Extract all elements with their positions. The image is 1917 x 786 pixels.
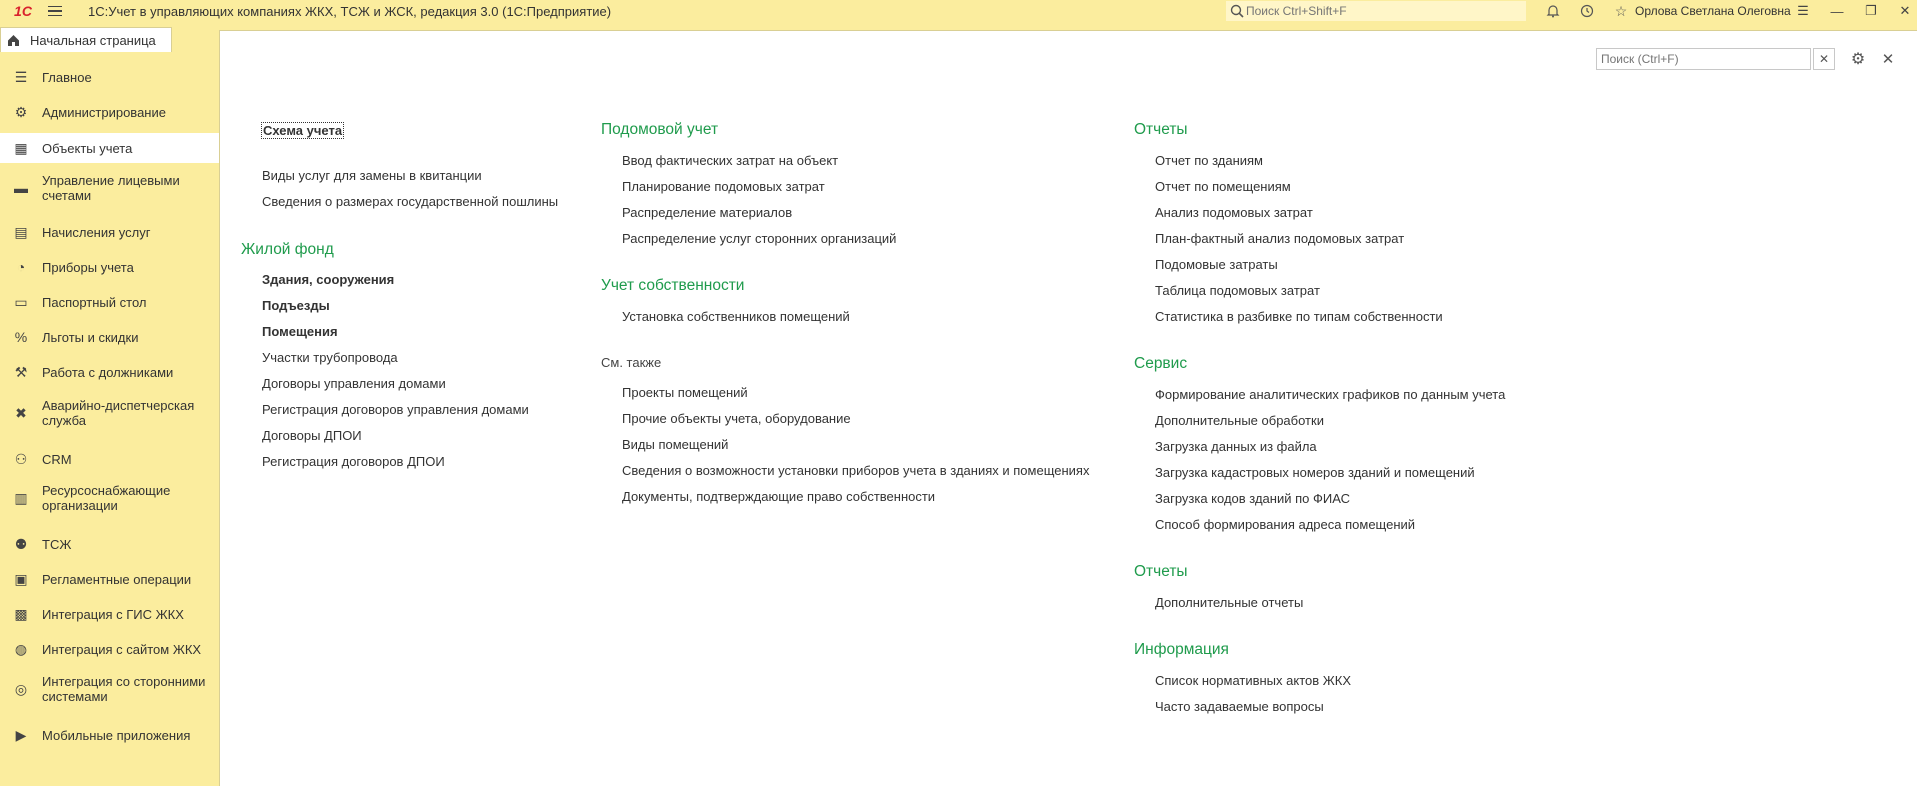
card-icon: ▬ [14, 180, 28, 196]
link-owners-setup[interactable]: Установка собственников помещений [622, 309, 850, 324]
link-address-method[interactable]: Способ формирования адреса помещений [1155, 517, 1416, 532]
app-title: 1С:Учет в управляющих компаниях ЖКХ, ТСЖ и ЖСК, редакция 3.0 (1С:Предприятие) [88, 3, 612, 19]
link-additional-processing[interactable]: Дополнительные обработки [1155, 413, 1324, 428]
sidebar-item-label: ТСЖ [42, 536, 72, 552]
sidebar-item-label: Регламентные операции [42, 571, 192, 587]
people-icon: ⚉ [14, 535, 28, 552]
sidebar [0, 52, 219, 786]
sidebar-item-emergency[interactable] [0, 395, 219, 431]
link-premises-types[interactable]: Виды помещений [622, 437, 729, 452]
home-icon [7, 34, 20, 47]
sidebar-item-label: Главное [42, 69, 92, 85]
sidebar-item-discounts[interactable] [0, 324, 219, 350]
calculator-icon: ▤ [14, 223, 28, 240]
sidebar-item-objects[interactable] [0, 133, 219, 163]
sidebar-item-label: Интеграция с сайтом ЖКХ [42, 641, 202, 657]
star-icon[interactable]: ☆ [1614, 2, 1628, 19]
sidebar-item-suppliers[interactable] [0, 480, 219, 516]
minimize-icon[interactable]: — [1830, 3, 1844, 19]
link-other-objects[interactable]: Прочие объекты учета, оборудование [622, 411, 851, 426]
link-pipelines[interactable]: Участки трубопровода [262, 350, 398, 365]
sidebar-item-label: Паспортный стол [42, 294, 147, 310]
sidebar-item-label: Ресурсоснабжающие организации [42, 483, 171, 513]
app-logo: 1С [14, 3, 32, 19]
percent-icon: % [14, 329, 28, 345]
link-management-contracts[interactable]: Договоры управления домами [262, 376, 446, 391]
link-services-replace[interactable]: Виды услуг для замены в квитанции [262, 168, 482, 183]
sidebar-item-accounts[interactable] [0, 170, 219, 206]
tab-home[interactable] [0, 27, 172, 52]
link-house-costs[interactable]: Подомовые затраты [1155, 257, 1278, 272]
main-menu-icon[interactable] [48, 0, 72, 22]
link-faq[interactable]: Часто задаваемые вопросы [1155, 699, 1324, 714]
link-duty-sizes[interactable]: Сведения о размерах государственной пошлины [262, 194, 559, 209]
global-search-input[interactable] [1244, 3, 1514, 19]
link-ownership-statistics[interactable]: Статистика в разбивке по типам собственности [1155, 309, 1443, 324]
sidebar-item-gis[interactable] [0, 601, 219, 627]
hammer-icon: ⚒ [14, 363, 28, 380]
link-management-contracts-registration[interactable]: Регистрация договоров управления домами [262, 402, 529, 417]
global-search[interactable] [1226, 1, 1526, 21]
user-name[interactable]: Орлова Светлана Олеговна [1635, 4, 1791, 18]
link-materials-distribution[interactable]: Распределение материалов [622, 205, 793, 220]
link-analytic-charts[interactable]: Формирование аналитических графиков по данным учета [1155, 387, 1506, 402]
sidebar-item-label: Приборы учета [42, 259, 134, 275]
sidebar-item-label: Аварийно-диспетчерская служба [42, 398, 195, 428]
panel-settings-icon[interactable]: ⚙ [1850, 51, 1866, 68]
sidebar-item-crm[interactable] [0, 446, 219, 472]
panel-search-input[interactable] [1597, 49, 1802, 69]
globe-icon: ◍ [14, 640, 28, 657]
sidebar-item-label: Интеграция со сторонними системами [42, 674, 206, 704]
sidebar-item-main[interactable] [0, 64, 219, 90]
integration-icon: ◎ [14, 680, 28, 697]
sidebar-item-website[interactable] [0, 636, 219, 662]
sidebar-item-hoa[interactable] [0, 531, 219, 557]
panel-search[interactable] [1596, 48, 1811, 70]
group-information: Информация [1134, 641, 1229, 658]
link-regulations[interactable]: Список нормативных актов ЖКХ [1155, 673, 1352, 688]
sidebar-item-integration[interactable] [0, 671, 219, 707]
search-icon [1230, 4, 1244, 18]
sidebar-item-passport[interactable] [0, 289, 219, 315]
link-entrances[interactable]: Подъезды [262, 298, 330, 313]
link-dpoi-registration[interactable]: Регистрация договоров ДПОИ [262, 454, 445, 469]
link-actual-costs[interactable]: Ввод фактических затрат на объект [622, 153, 839, 168]
sidebar-item-label: Начисления услуг [42, 224, 151, 240]
link-premises-projects[interactable]: Проекты помещений [622, 385, 748, 400]
chart-icon: ▭ [14, 293, 28, 310]
settings-menu-icon[interactable]: ☰ [1797, 3, 1809, 18]
link-dpoi-contracts[interactable]: Договоры ДПОИ [262, 428, 362, 443]
link-costs-analysis[interactable]: Анализ подомовых затрат [1155, 205, 1313, 220]
link-costs-table[interactable]: Таблица подомовых затрат [1155, 283, 1320, 298]
tools-icon: ✖ [15, 404, 27, 421]
link-premises[interactable]: Помещения [262, 324, 338, 339]
link-file-import[interactable]: Загрузка данных из файла [1155, 439, 1317, 454]
link-third-party-services[interactable]: Распределение услуг сторонних организаций [622, 231, 897, 246]
sidebar-item-mobile[interactable] [0, 722, 219, 748]
sidebar-item-label: Работа с должниками [42, 364, 174, 380]
link-cadastral-import[interactable]: Загрузка кадастровых номеров зданий и помещений [1155, 465, 1475, 480]
link-plan-fact-analysis[interactable]: План-фактный анализ подомовых затрат [1155, 231, 1405, 246]
sidebar-item-label: Интеграция с ГИС ЖКХ [42, 606, 184, 622]
sidebar-item-label: Льготы и скидки [42, 329, 139, 345]
restore-icon[interactable]: ❐ [1865, 3, 1877, 18]
building-icon: ▥ [14, 489, 28, 506]
main-panel [219, 30, 1917, 786]
sidebar-item-label: Администрирование [42, 104, 166, 120]
list-icon: ☰ [14, 68, 28, 85]
link-cost-planning[interactable]: Планирование подомовых затрат [622, 179, 825, 194]
group-reports-additional: Отчеты [1134, 563, 1188, 580]
sidebar-item-label: Управление лицевыми счетами [42, 173, 180, 203]
table-icon: ▦ [14, 139, 28, 156]
close-window-icon[interactable]: ✕ [1899, 3, 1911, 18]
crm-icon: ⚇ [14, 450, 28, 467]
sidebar-item-meters[interactable] [0, 254, 219, 280]
clear-search-icon[interactable]: ✕ [1813, 48, 1835, 70]
meter-icon: ◔ [16, 259, 26, 275]
group-house-accounting: Подомовой учет [601, 121, 719, 138]
tab-home-label: Начальная страница [30, 32, 156, 48]
gis-icon: ▩ [14, 605, 28, 622]
sidebar-item-operations[interactable] [0, 566, 219, 592]
link-schema[interactable]: Схема учета [263, 123, 343, 138]
sidebar-item-administration[interactable] [0, 99, 219, 125]
operations-icon: ▣ [14, 570, 28, 587]
sidebar-item-label: CRM [42, 451, 72, 467]
see-also-heading: См. также [601, 355, 662, 370]
sidebar-item-charges[interactable] [0, 219, 219, 245]
sidebar-item-label: Мобильные приложения [42, 727, 191, 743]
link-fias-import[interactable]: Загрузка кодов зданий по ФИАС [1155, 491, 1350, 506]
group-ownership: Учет собственности [601, 277, 745, 294]
panel-close-icon[interactable]: ✕ [1881, 51, 1895, 68]
link-buildings[interactable]: Здания, сооружения [262, 272, 395, 287]
sidebar-item-debtors[interactable] [0, 359, 219, 385]
history-icon[interactable] [1570, 0, 1604, 22]
bell-icon[interactable] [1536, 0, 1570, 22]
sidebar-item-label: Объекты учета [42, 140, 133, 156]
link-meter-installation-info[interactable]: Сведения о возможности установки приборов учета в зданиях и помещениях [622, 463, 1090, 478]
link-report-buildings[interactable]: Отчет по зданиям [1155, 153, 1263, 168]
group-service: Сервис [1134, 355, 1188, 372]
link-ownership-documents[interactable]: Документы, подтверждающие право собственности [622, 489, 936, 504]
group-reports: Отчеты [1134, 121, 1188, 138]
gear-icon: ⚙ [14, 103, 28, 120]
link-report-premises[interactable]: Отчет по помещениям [1155, 179, 1291, 194]
group-housing: Жилой фонд [241, 241, 334, 258]
mobile-icon: ▶ [15, 726, 27, 743]
link-additional-reports[interactable]: Дополнительные отчеты [1155, 595, 1304, 610]
